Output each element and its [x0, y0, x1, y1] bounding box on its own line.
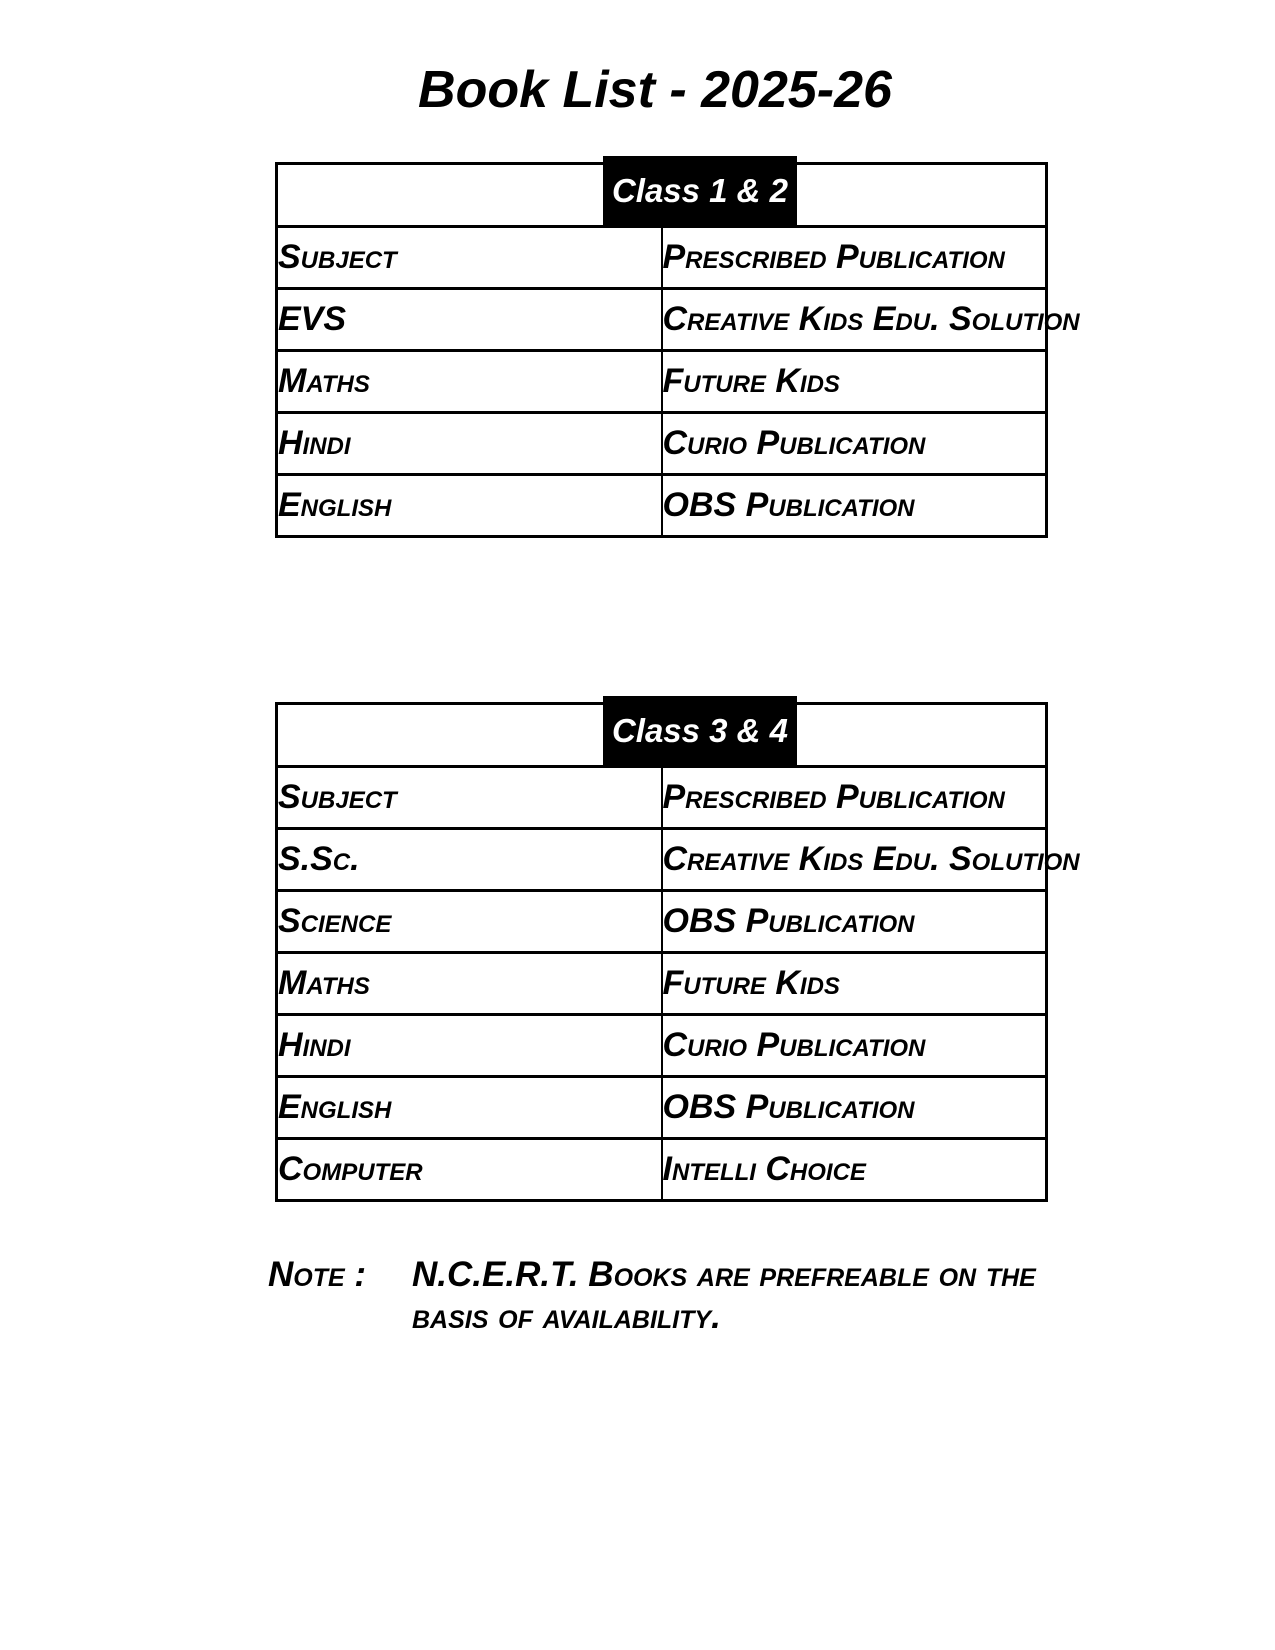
subject-cell: Science — [277, 891, 662, 953]
publication-cell: OBS Publication — [662, 891, 1047, 953]
publication-cell: Curio Publication — [662, 413, 1047, 475]
publication-cell: Creative Kids Edu. Solution — [662, 829, 1047, 891]
subject-cell: Maths — [277, 351, 662, 413]
note-line-1: N.C.E.R.T. Books are prefreable on the — [412, 1255, 1036, 1294]
class-header-cell — [277, 704, 1047, 767]
class-3-4-table — [275, 702, 1080, 1202]
note-label: Note : — [268, 1255, 367, 1294]
class-badge-label: Class 3 & 4 — [611, 712, 789, 749]
table-row — [277, 829, 1047, 891]
note-text — [412, 1254, 1036, 1338]
table-row — [277, 227, 1047, 289]
publication-cell: OBS Publication — [662, 475, 1047, 537]
publication-cell: OBS Publication — [662, 1077, 1047, 1139]
column-header-subject: Subject — [277, 227, 662, 289]
table-row — [277, 475, 1047, 537]
subject-cell: Hindi — [277, 1015, 662, 1077]
column-header-subject: Subject — [277, 767, 662, 829]
class-3-4-badge — [603, 696, 797, 766]
class-header-cell — [277, 164, 1047, 227]
table-row — [277, 1077, 1047, 1139]
class-header-wrap — [278, 165, 1045, 225]
table-row — [277, 1139, 1047, 1201]
subject-cell: S.Sc. — [277, 829, 662, 891]
table-row — [277, 413, 1047, 475]
table-row — [277, 953, 1047, 1015]
class-badge-label: Class 1 & 2 — [611, 172, 789, 209]
table-row — [277, 704, 1047, 767]
page-title: Book List - 2025-26 — [418, 61, 892, 119]
table-row — [277, 351, 1047, 413]
class-1-2-table — [275, 162, 1080, 538]
class-1-2-badge — [603, 156, 797, 226]
subject-cell: English — [277, 475, 662, 537]
publication-cell: Future Kids — [662, 351, 1047, 413]
publication-cell: Future Kids — [662, 953, 1047, 1015]
publication-cell: Intelli Choice — [662, 1139, 1047, 1201]
table-row — [277, 164, 1047, 227]
publication-cell: Curio Publication — [662, 1015, 1047, 1077]
column-header-publication: Prescribed Publication — [662, 767, 1047, 829]
subject-cell: Maths — [277, 953, 662, 1015]
subject-cell: Computer — [277, 1139, 662, 1201]
table-row — [277, 891, 1047, 953]
subject-cell: EVS — [277, 289, 662, 351]
table-row — [277, 289, 1047, 351]
table-row — [277, 767, 1047, 829]
subject-cell: English — [277, 1077, 662, 1139]
class-header-wrap — [278, 705, 1045, 765]
table-row — [277, 1015, 1047, 1077]
note-line-2: basis of availability. — [412, 1297, 721, 1336]
publication-cell: Creative Kids Edu. Solution — [662, 289, 1047, 351]
subject-cell: Hindi — [277, 413, 662, 475]
note — [268, 1254, 1036, 1338]
column-header-publication: Prescribed Publication — [662, 227, 1047, 289]
